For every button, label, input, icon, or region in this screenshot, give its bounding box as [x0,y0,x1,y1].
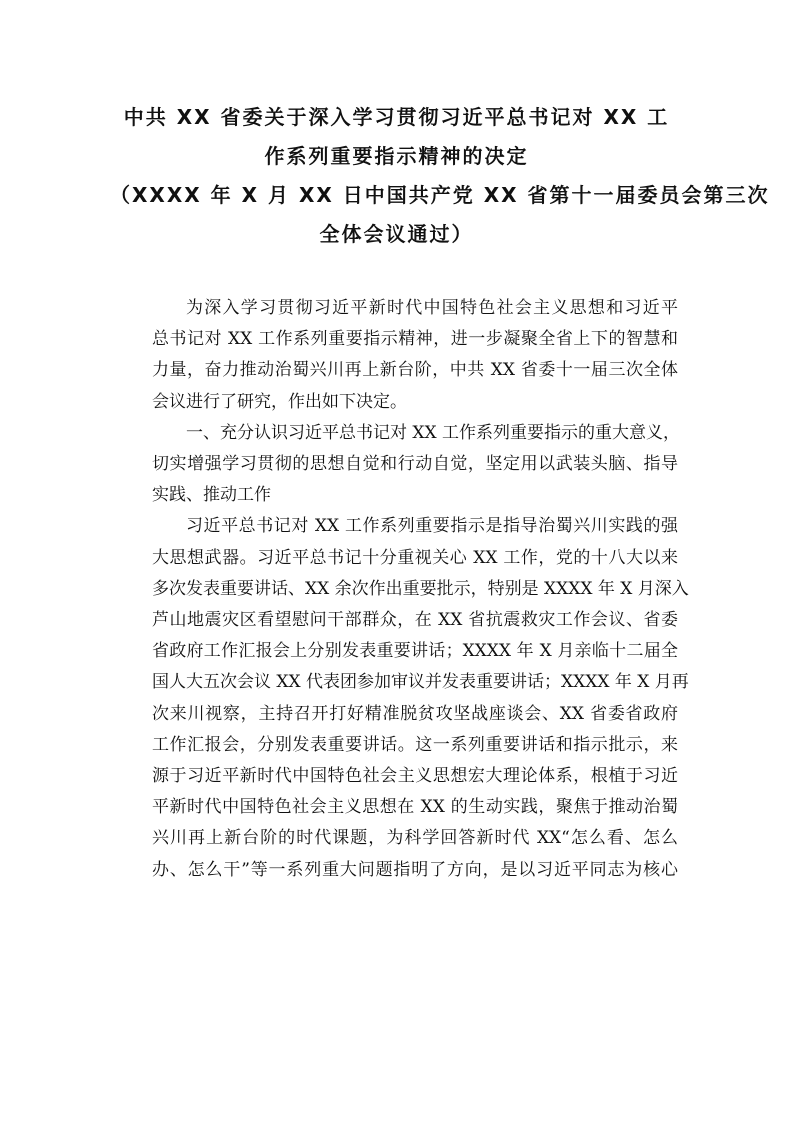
text-line: 总书记对 XX 工作系列重要指示精神，进一步凝聚全省上下的智慧和 [152,329,678,350]
text-line: 国人大五次会议 XX 代表团参加审议并发表重要讲话；XXXX 年 X 月再 [152,672,689,693]
title-line: 全体会议通过） [319,222,474,246]
title-line: （XXXX 年 X 月 XX 日中国共产党 XX 省第十一届委员会第三次 [110,183,770,207]
text-line: 工作汇报会，分别发表重要讲话。这一系列重要讲话和指示批示，来 [152,734,678,755]
title-line: 作系列重要指示精神的决定 [264,144,529,168]
text-line: 源于习近平新时代中国特色社会主义思想宏大理论体系，根植于习近 [152,766,678,787]
text-line: 芦山地震灾区看望慰问干部群众，在 XX 省抗震救灾工作会议、省委 [152,610,678,631]
text-line: 切实增强学习贯彻的思想自觉和行动自觉，坚定用以武装头脑、指导 [152,454,678,475]
document-title [110,98,770,254]
text-line: 省政府工作汇报会上分别发表重要讲话；XXXX 年 X 月亲临十二届全 [152,641,678,662]
text-line: 兴川再上新台阶的时代课题，为科学回答新时代 XX“怎么看、怎么 [152,828,678,849]
text-line: 实践、推动工作 [152,485,271,506]
text-line: 为深入学习贯彻习近平新时代中国特色社会主义思想和习近平 [186,298,678,318]
document-body [118,293,689,886]
text-line: 会议进行了研究，作出如下决定。 [152,391,407,412]
text-line: 一、充分认识习近平总书记对 XX 工作系列重要指示的重大意义， [186,422,681,443]
text-line: 大思想武器。习近平总书记十分重视关心 XX 工作，党的十八大以来 [152,547,678,568]
text-line: 多次发表重要讲话、XX 余次作出重要批示，特别是 XXXX 年 X 月深入 [152,578,689,599]
title-line: 中共 XX 省委关于深入学习贯彻习近平总书记对 XX 工 [123,105,670,129]
text-line: 平新时代中国特色社会主义思想在 XX 的生动实践，聚焦于推动治蜀 [152,797,678,818]
paragraph-intro [118,293,678,418]
text-line: 习近平总书记对 XX 工作系列重要指示是指导治蜀兴川实践的强 [186,516,678,537]
text-line: 办、怎么干”等一系列重大问题指明了方向，是以习近平同志为核心 [152,859,678,880]
text-line: 力量，奋力推动治蜀兴川再上新台阶，中共 XX 省委十一届三次全体 [152,360,678,381]
text-line: 次来川视察，主持召开打好精准脱贫攻坚战座谈会、XX 省委省政府 [152,703,678,724]
section-heading-1 [118,418,681,512]
paragraph-body [118,511,689,885]
